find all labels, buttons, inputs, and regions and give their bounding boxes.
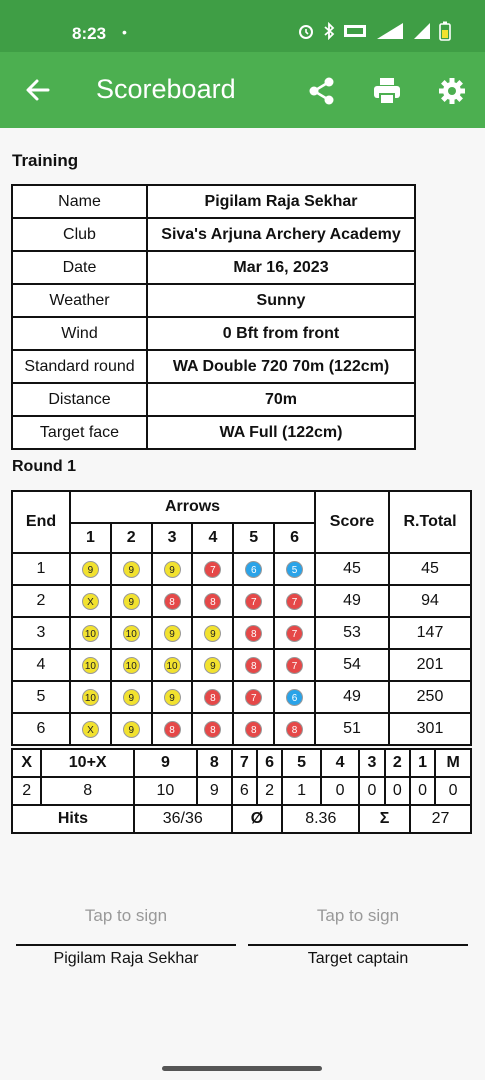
arrow-score-badge: 9	[123, 721, 140, 738]
sum-value: 27	[410, 805, 471, 833]
info-value: Sunny	[147, 284, 415, 317]
arrow-cell	[70, 649, 111, 681]
header-running-total: R.Total	[389, 491, 471, 553]
arrow-cell	[192, 617, 233, 649]
volte-icon	[343, 22, 367, 40]
summary-score-header: 6	[257, 749, 282, 777]
running-total: 147	[389, 617, 471, 649]
table-row	[12, 617, 471, 649]
arrow-cell	[233, 585, 274, 617]
table-row	[12, 317, 415, 350]
table-row	[12, 350, 415, 383]
info-label: Name	[12, 185, 147, 218]
page-title: Scoreboard	[96, 74, 236, 104]
captain-name: Target captain	[307, 950, 409, 967]
average-label: Ø	[232, 805, 283, 833]
arrow-number-header: 5	[233, 523, 274, 553]
arrow-score-badge: 7	[286, 625, 303, 642]
info-value: Pigilam Raja Sekhar	[147, 185, 415, 218]
summary-score-header: 7	[232, 749, 257, 777]
tap-to-sign-archer[interactable]: Tap to sign	[84, 906, 168, 925]
summary-score-count: 0	[385, 777, 410, 805]
info-value: Mar 16, 2023	[147, 251, 415, 284]
arrow-cell	[70, 585, 111, 617]
summary-score-header: 3	[359, 749, 384, 777]
arrow-score-badge: 6	[286, 689, 303, 706]
running-total: 45	[389, 553, 471, 585]
archer-name: Pigilam Raja Sekhar	[53, 950, 199, 967]
arrow-number-header: 4	[192, 523, 233, 553]
app-bar	[0, 52, 485, 128]
arrow-cell	[274, 585, 315, 617]
arrow-cell	[152, 713, 193, 745]
arrow-cell	[233, 713, 274, 745]
arrow-cell	[111, 617, 152, 649]
summary-score-header: X	[12, 749, 41, 777]
arrow-score-badge: 9	[164, 625, 181, 642]
end-score: 49	[315, 585, 389, 617]
info-label: Wind	[12, 317, 147, 350]
table-row	[12, 218, 415, 251]
summary-score-header: 2	[385, 749, 410, 777]
battery-icon	[439, 21, 451, 41]
running-total: 201	[389, 649, 471, 681]
arrow-score-badge: 10	[82, 689, 99, 706]
arrow-score-badge: 9	[164, 689, 181, 706]
arrow-cell	[233, 681, 274, 713]
arrow-score-badge: 10	[82, 657, 99, 674]
table-row	[12, 649, 471, 681]
arrow-cell	[152, 681, 193, 713]
ends-table	[11, 490, 472, 746]
arrow-cell	[192, 585, 233, 617]
arrow-cell	[274, 617, 315, 649]
summary-score-count: 6	[232, 777, 257, 805]
summary-score-count: 0	[321, 777, 360, 805]
signature-captain	[248, 906, 468, 968]
arrow-score-badge: 8	[204, 721, 221, 738]
end-number: 6	[12, 713, 70, 745]
back-arrow-icon[interactable]	[24, 76, 52, 104]
settings-gear-icon[interactable]	[437, 76, 467, 106]
arrow-score-badge: 7	[204, 561, 221, 578]
signature-line	[16, 944, 236, 946]
signal-4g-icon	[375, 22, 405, 40]
arrow-number-header: 1	[70, 523, 111, 553]
arrow-cell	[192, 713, 233, 745]
arrow-score-badge: 8	[245, 657, 262, 674]
running-total: 301	[389, 713, 471, 745]
info-label: Standard round	[12, 350, 147, 383]
arrow-score-badge: 9	[123, 593, 140, 610]
end-score: 51	[315, 713, 389, 745]
summary-score-count: 9	[197, 777, 232, 805]
summary-score-header: M	[435, 749, 471, 777]
info-value: 70m	[147, 383, 415, 416]
arrow-number-header: 2	[111, 523, 152, 553]
arrow-cell	[70, 713, 111, 745]
notification-dot: •	[122, 24, 127, 40]
header-arrows: Arrows	[70, 491, 315, 523]
arrow-score-badge: 6	[245, 561, 262, 578]
arrow-cell	[111, 681, 152, 713]
end-number: 5	[12, 681, 70, 713]
summary-score-count: 1	[282, 777, 320, 805]
hits-label: Hits	[12, 805, 134, 833]
header-end: End	[12, 491, 70, 553]
arrow-score-badge: 9	[123, 561, 140, 578]
arrow-score-badge: 8	[245, 625, 262, 642]
section-title-training: Training	[12, 151, 79, 170]
arrow-number-header: 6	[274, 523, 315, 553]
arrow-score-badge: 8	[164, 721, 181, 738]
arrow-score-badge: 9	[204, 657, 221, 674]
table-row	[12, 185, 415, 218]
print-icon[interactable]	[372, 76, 402, 106]
info-value: WA Full (122cm)	[147, 416, 415, 449]
arrow-cell	[274, 649, 315, 681]
arrow-number-header: 3	[152, 523, 193, 553]
signature-archer	[16, 906, 236, 968]
end-number: 2	[12, 585, 70, 617]
info-label: Club	[12, 218, 147, 251]
table-row	[12, 284, 415, 317]
arrow-score-badge: X	[82, 593, 99, 610]
average-value: 8.36	[282, 805, 359, 833]
summary-score-header: 10+X	[41, 749, 134, 777]
arrow-cell	[192, 649, 233, 681]
arrow-score-badge: 8	[286, 721, 303, 738]
summary-score-count: 10	[134, 777, 197, 805]
arrow-score-badge: 5	[286, 561, 303, 578]
info-label: Target face	[12, 416, 147, 449]
summary-score-header: 8	[197, 749, 232, 777]
arrow-score-badge: 10	[82, 625, 99, 642]
arrow-score-badge: 10	[123, 657, 140, 674]
table-row	[12, 585, 471, 617]
arrow-score-badge: 8	[204, 593, 221, 610]
share-icon[interactable]	[307, 76, 337, 106]
arrow-cell	[111, 649, 152, 681]
arrow-cell	[111, 553, 152, 585]
info-value: WA Double 720 70m (122cm)	[147, 350, 415, 383]
running-total: 94	[389, 585, 471, 617]
summary-score-header: 4	[321, 749, 360, 777]
info-label: Date	[12, 251, 147, 284]
table-row	[12, 713, 471, 745]
summary-score-count: 0	[359, 777, 384, 805]
arrow-cell	[274, 681, 315, 713]
arrow-score-badge: 9	[164, 561, 181, 578]
arrow-score-badge: 8	[164, 593, 181, 610]
arrow-cell	[233, 553, 274, 585]
arrow-cell	[274, 553, 315, 585]
arrow-score-badge: 8	[204, 689, 221, 706]
arrow-cell	[70, 553, 111, 585]
sum-label: Σ	[359, 805, 410, 833]
arrow-score-badge: 7	[245, 593, 262, 610]
arrow-score-badge: 9	[204, 625, 221, 642]
arrow-score-badge: 7	[286, 593, 303, 610]
arrow-cell	[152, 649, 193, 681]
table-row	[12, 383, 415, 416]
arrow-cell	[233, 617, 274, 649]
arrow-score-badge: 8	[245, 721, 262, 738]
arrow-cell	[152, 585, 193, 617]
arrow-cell	[192, 553, 233, 585]
summary-score-count: 0	[410, 777, 435, 805]
arrow-score-badge: 9	[123, 689, 140, 706]
summary-header-row	[12, 749, 471, 777]
info-label: Distance	[12, 383, 147, 416]
end-score: 54	[315, 649, 389, 681]
arrow-cell	[152, 553, 193, 585]
summary-score-header: 9	[134, 749, 197, 777]
arrow-cell	[70, 681, 111, 713]
arrow-cell	[152, 617, 193, 649]
arrow-cell	[233, 649, 274, 681]
status-bar	[0, 0, 485, 52]
hits-value: 36/36	[134, 805, 232, 833]
arrow-cell	[192, 681, 233, 713]
status-time: 8:23	[72, 24, 107, 43]
status-icons	[297, 21, 451, 41]
bluetooth-icon	[323, 22, 335, 40]
summary-score-count: 8	[41, 777, 134, 805]
tap-to-sign-captain[interactable]: Tap to sign	[316, 906, 400, 925]
alarm-icon	[297, 22, 315, 40]
end-score: 53	[315, 617, 389, 649]
running-total: 250	[389, 681, 471, 713]
summary-score-header: 5	[282, 749, 320, 777]
end-score: 49	[315, 681, 389, 713]
arrow-cell	[274, 713, 315, 745]
arrow-score-badge: 7	[286, 657, 303, 674]
summary-score-count: 2	[257, 777, 282, 805]
summary-values-row	[12, 777, 471, 805]
arrow-cell	[111, 585, 152, 617]
arrow-score-badge: 7	[245, 689, 262, 706]
summary-score-count: 2	[12, 777, 41, 805]
arrow-score-badge: 10	[164, 657, 181, 674]
table-row	[12, 416, 415, 449]
info-table	[11, 184, 416, 450]
arrow-score-badge: 9	[82, 561, 99, 578]
section-title-round: Round 1	[12, 458, 76, 475]
arrow-score-badge: X	[82, 721, 99, 738]
end-number: 4	[12, 649, 70, 681]
table-row	[12, 251, 415, 284]
arrow-score-badge: 10	[123, 625, 140, 642]
end-score: 45	[315, 553, 389, 585]
gesture-nav-handle[interactable]	[162, 1066, 322, 1071]
end-number: 1	[12, 553, 70, 585]
table-row	[12, 553, 471, 585]
header-score: Score	[315, 491, 389, 553]
table-row	[12, 681, 471, 713]
end-number: 3	[12, 617, 70, 649]
arrow-cell	[111, 713, 152, 745]
summary-score-count: 0	[435, 777, 471, 805]
summary-score-header: 1	[410, 749, 435, 777]
arrow-cell	[70, 617, 111, 649]
info-value: 0 Bft from front	[147, 317, 415, 350]
summary-table	[11, 748, 472, 834]
info-label: Weather	[12, 284, 147, 317]
info-value: Siva's Arjuna Archery Academy	[147, 218, 415, 251]
signature-line	[248, 944, 468, 946]
signal-icon	[413, 22, 431, 40]
